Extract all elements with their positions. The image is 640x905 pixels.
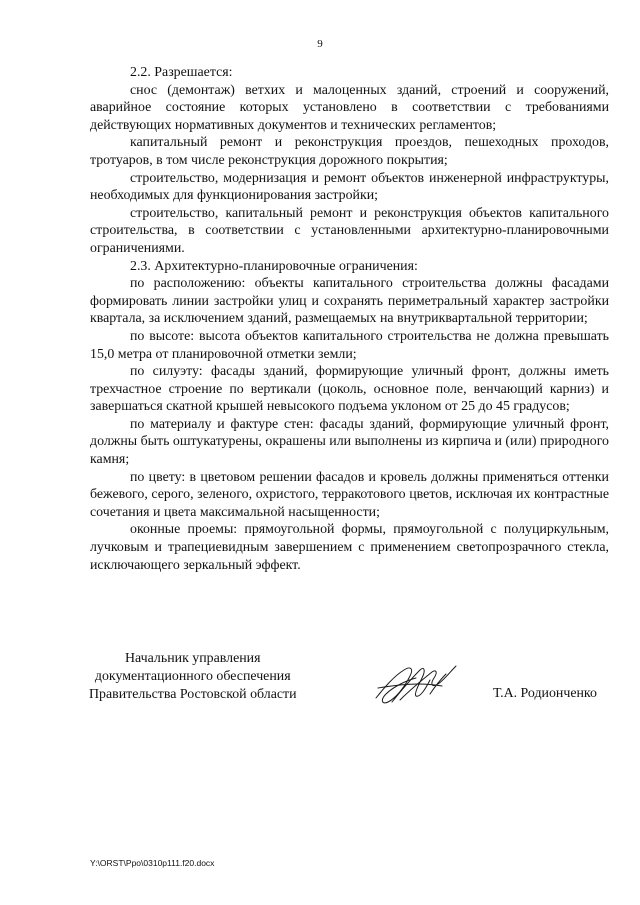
- paragraph-2-2-heading: 2.2. Разрешается:: [130, 65, 233, 80]
- paragraph-wall-material: по материалу и фактуре стен: фасады зданий, формирующие уличный фронт, должны быть оштукатурены, окрашены или выполнены из кирпича и (или) природного камня;: [90, 416, 609, 468]
- paragraph-height: по высоте: высота объектов капитального строительства не должна превышать 15,0 метра от планировочной отметки земли;: [90, 328, 609, 362]
- paragraph-silhouette: по силуэту: фасады зданий, формирующие уличный фронт, должны иметь трехчастное строение по вертикали (цоколь, основное поле, венчающий карниз) и завершаться скатной крышей невысокого подъема уклоном от 25 до 45 градусов;: [90, 364, 609, 415]
- signatory-title-line-2: документационного обеспечения: [94, 668, 291, 684]
- paragraph-window-openings: оконные проемы: прямоугольной формы, прямоугольной с полуциркульным, лучковым и трапециевидным завершением с применением светопрозрачного стекла, исключающего зеркальный эффект.: [90, 522, 609, 573]
- signer-name: Т.А. Родионченко: [493, 686, 597, 701]
- signatory-title: [89, 650, 297, 703]
- paragraph-location: по расположению: объекты капитального строительства должны фасадами формировать линии застройки улиц и сохранять периметральный характер застройки квартала, за исключением зданий, размещаемых на внутриквартальной территории;: [90, 276, 609, 327]
- paragraph-demolition: снос (демонтаж) ветхих и малоценных зданий, строений и сооружений, аварийное состояние которых установлено в соответствии с требованиями действующих нормативных документов и технических регламентов;: [90, 82, 609, 133]
- page-number: 9: [317, 38, 323, 50]
- paragraph-color: по цвету: в цветовом решении фасадов и кровель должны применяться оттенки бежевого, серого, зеленого, охристого, терракотового цветов, исключая их контрастные сочетания и цвета максимальной насыщенности;: [90, 469, 609, 520]
- signatory-title-line-1: Начальник управления: [125, 651, 261, 666]
- signatory-title-line-3: Правительства Ростовской области: [89, 686, 297, 702]
- paragraph-infrastructure: строительство, модернизация и ремонт объектов инженерной инфраструктуры, необходимых для функционирования застройки;: [90, 170, 609, 204]
- paragraph-road-repair: капитальный ремонт и реконструкция проездов, пешеходных проходов, тротуаров, в том числе реконструкция дорожного покрытия;: [90, 135, 609, 168]
- paragraph-capital-construction: строительство, капитальный ремонт и реконструкция объектов капитального строительства, в соответствии с установленными архитектурно-планировочными ограничениями.: [90, 205, 609, 256]
- footer-file-path: Y:\ORST\Ppo\0310p111.f20.docx: [90, 858, 215, 868]
- paragraph-2-3-heading: 2.3. Архитектурно-планировочные ограничения:: [130, 258, 418, 274]
- document-body: [90, 64, 609, 574]
- handwritten-signature: [370, 658, 465, 710]
